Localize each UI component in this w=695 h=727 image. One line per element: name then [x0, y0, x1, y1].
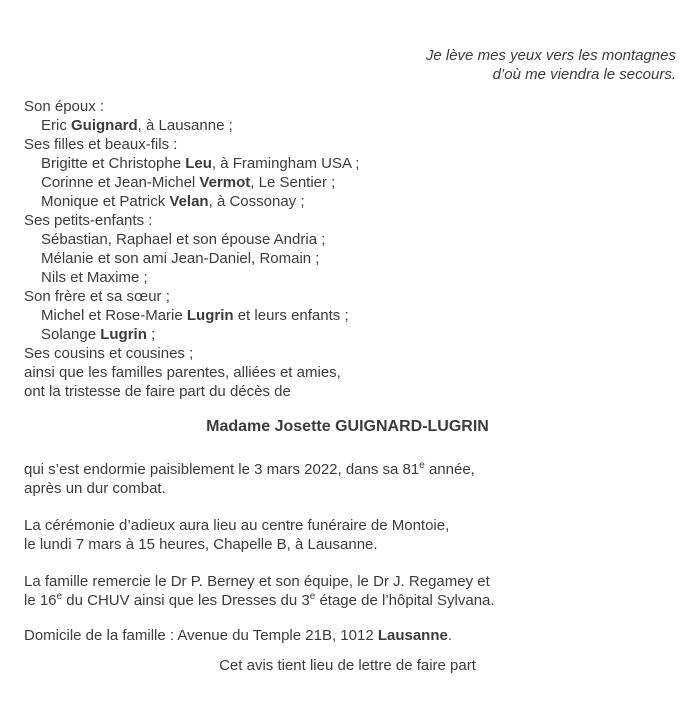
family-line-sister: Solange Lugrin ; — [41, 326, 156, 343]
superscript-e: e — [309, 591, 316, 602]
family-name-bold: Leu — [185, 155, 212, 172]
address-city-bold: Lausanne — [377, 627, 448, 644]
family-line-grandchildren-3: Nils et Maxime ; — [41, 269, 148, 286]
family-name-bold: Velan — [169, 193, 209, 210]
ceremony-line-2: le lundi 7 mars à 15 heures, Chapelle B, à Lausanne. — [24, 536, 378, 553]
family-line-brother: Michel et Rose-Marie Lugrin et leurs enfants ; — [41, 307, 349, 324]
family-line-spouse-header: Son époux : — [24, 98, 105, 115]
superscript-e: e — [419, 460, 425, 471]
thanks-paragraph — [24, 572, 695, 610]
family-line-cousins: Ses cousins et cousines ; — [24, 345, 194, 362]
family-line-spouse: Eric Guignard, à Lausanne ; — [41, 117, 233, 134]
family-address-line: Domicile de la famille : Avenue du Temple 21B, 1012 Lausanne. — [24, 627, 453, 644]
family-line-daughter-1: Brigitte et Christophe Leu, à Framingham USA ; — [41, 155, 360, 172]
death-line-2: après un dur combat. — [24, 480, 166, 497]
family-list — [24, 97, 695, 401]
family-name-bold: Lugrin — [100, 326, 147, 343]
family-line-grandchildren-header: Ses petits-enfants : — [24, 212, 153, 229]
family-name-bold: Guignard — [71, 117, 138, 134]
thanks-line-1: La famille remercie le Dr P. Berney et son équipe, le Dr J. Regamey et — [24, 573, 490, 590]
epigraph — [0, 0, 695, 84]
family-line-relatives: ainsi que les familles parentes, alliées et amies, — [24, 364, 341, 381]
deceased-name-title: Madame Josette GUIGNARD-LUGRIN — [206, 418, 489, 435]
family-name-bold: Lugrin — [186, 307, 234, 324]
ceremony-paragraph — [24, 516, 695, 554]
family-line-grandchildren-1: Sébastian, Raphael et son épouse Andria ; — [41, 231, 326, 248]
family-line-daughter-2: Corinne et Jean-Michel Vermot, Le Sentier ; — [41, 174, 336, 191]
thanks-line-2: le 16e du CHUV ainsi que les Dresses du 3e étage de l’hôpital Sylvana. — [24, 591, 495, 609]
superscript-e: e — [56, 591, 63, 602]
family-line-daughters-header: Ses filles et beaux-fils : — [24, 136, 178, 153]
epigraph-line-2: d’où me viendra le secours. — [492, 66, 676, 83]
death-line-1: qui s’est endormie paisiblement le 3 mars 2022, dans sa 81e année, — [24, 460, 475, 478]
family-line-daughter-3: Monique et Patrick Velan, à Cossonay ; — [41, 193, 305, 210]
family-line-announcement: ont la tristesse de faire part du décès de — [24, 383, 291, 400]
family-line-grandchildren-2: Mélanie et son ami Jean-Daniel, Romain ; — [41, 250, 320, 267]
epigraph-line-1: Je lève mes yeux vers les montagnes — [425, 47, 676, 64]
family-line-siblings-header: Son frère et sa sœur ; — [24, 288, 170, 305]
family-name-bold: Vermot — [199, 174, 251, 191]
closing-line: Cet avis tient lieu de lettre de faire part — [219, 657, 476, 674]
death-paragraph — [24, 460, 695, 498]
ceremony-line-1: La cérémonie d’adieux aura lieu au centre funéraire de Montoie, — [24, 517, 450, 534]
